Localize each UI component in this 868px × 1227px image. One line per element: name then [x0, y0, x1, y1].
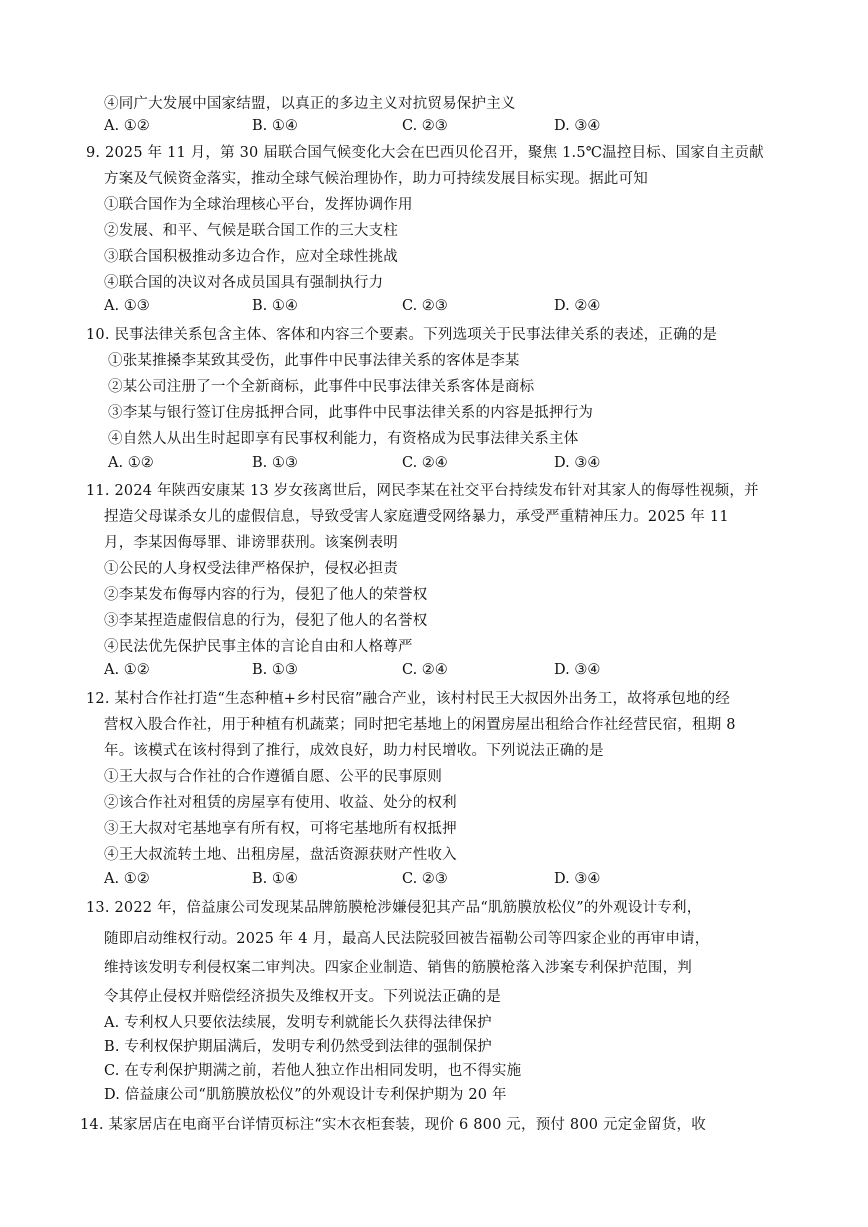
q12-options — [104, 869, 804, 889]
q9-statement-2: ②发展、和平、气候是联合国工作的三大支柱 — [104, 223, 398, 239]
q9-option-d[interactable]: D. ②④ — [554, 298, 601, 314]
q12-stem-line-2: 营权入股合作社，用于种植有机蔬菜；同时把宅基地上的闲置房屋出租给合作社经营民宿，租期 8 — [104, 717, 736, 733]
q11-stem-line-2: 捏造父母谋杀女儿的虚假信息，导致受害人家庭遭受网络暴力，承受严重精神压力。2025 年 11 — [104, 509, 729, 525]
q10-statement-2: ②某公司注册了一个全新商标，此事件中民事法律关系客体是商标 — [108, 379, 535, 395]
q12-statement-2: ②该合作社对租赁的房屋享有使用、收益、处分的权利 — [104, 795, 457, 811]
q14-stem-line-1: 14. 某家居店在电商平台详情页标注“实木衣柜套装，现价 6 800 元，预付 800 元定金留货，收 — [80, 1117, 706, 1133]
q13-stem-line-1: 13. 2022 年，倍益康公司发现某品牌筋膜枪涉嫌侵犯其产品“肌筋膜放松仪”的外观设计专利， — [86, 900, 702, 916]
q13-choice-a[interactable]: A. 专利权人只要依法续展，发明专利就能长久获得法律保护 — [104, 1015, 492, 1031]
q11-option-b[interactable]: B. ①③ — [252, 662, 298, 678]
q8-option-d[interactable]: D. ③④ — [554, 118, 601, 134]
q13-choice-b[interactable]: B. 专利权保护期届满后，发明专利仍然受到法律的强制保护 — [104, 1039, 492, 1055]
q12-statement-1: ①王大叔与合作社的合作遵循自愿、公平的民事原则 — [104, 769, 443, 785]
q9-statement-4: ④联合国的决议对各成员国具有强制执行力 — [104, 275, 384, 291]
q10-option-a[interactable]: A. ①② — [108, 455, 154, 471]
q10-options — [108, 453, 808, 473]
q9-statement-1: ①联合国作为全球治理核心平台，发挥协调作用 — [104, 197, 413, 213]
q9-option-a[interactable]: A. ①③ — [104, 298, 150, 314]
q12-option-d[interactable]: D. ③④ — [554, 871, 601, 887]
q10-statement-4: ④自然人从出生时起即享有民事权利能力，有资格成为民事法律关系主体 — [108, 431, 579, 447]
q10-option-d[interactable]: D. ③④ — [554, 455, 601, 471]
q9-stem-line-1: 9. 2025 年 11 月，第 30 届联合国气候变化大会在巴西贝伦召开，聚焦 1.5℃温控目标、国家自主贡献 — [86, 145, 764, 161]
q8-options — [104, 116, 804, 136]
q9-options — [104, 296, 804, 316]
q11-stem-line-1: 11. 2024 年陕西安康某 13 岁女孩离世后，网民李某在社交平台持续发布针对其家人的侮辱性视频，并 — [86, 483, 759, 499]
q8-option-a[interactable]: A. ①② — [104, 118, 150, 134]
q11-option-d[interactable]: D. ③④ — [554, 662, 601, 678]
q10-stem-line-1: 10. 民事法律关系包含主体、客体和内容三个要素。下列选项关于民事法律关系的表述，正确的是 — [86, 327, 718, 343]
q13-choice-d[interactable]: D. 倍益康公司“肌筋膜放松仪”的外观设计专利保护期为 20 年 — [104, 1087, 507, 1103]
q9-option-c[interactable]: C. ②③ — [402, 298, 448, 314]
q11-option-a[interactable]: A. ①② — [104, 662, 150, 678]
q11-statement-3: ③李某捏造虚假信息的行为，侵犯了他人的名誉权 — [104, 613, 428, 629]
q10-option-b[interactable]: B. ①③ — [252, 455, 298, 471]
q12-statement-3: ③王大叔对宅基地享有所有权，可将宅基地所有权抵押 — [104, 821, 457, 837]
q10-option-c[interactable]: C. ②④ — [402, 455, 448, 471]
q11-statement-2: ②李某发布侮辱内容的行为，侵犯了他人的荣誉权 — [104, 587, 428, 603]
q11-option-c[interactable]: C. ②④ — [402, 662, 448, 678]
q8-statement-4: ④同广大发展中国家结盟，以真正的多边主义对抗贸易保护主义 — [104, 96, 516, 112]
q11-options — [104, 660, 804, 680]
q11-statement-1: ①公民的人身权受法律严格保护，侵权必担责 — [104, 561, 398, 577]
q11-stem-line-3: 月，李某因侮辱罪、诽谤罪获刑。该案例表明 — [104, 535, 398, 551]
q9-option-b[interactable]: B. ①④ — [252, 298, 298, 314]
q8-option-c[interactable]: C. ②③ — [402, 118, 448, 134]
q13-stem-line-4: 令其停止侵权并赔偿经济损失及维权开支。下列说法正确的是 — [104, 989, 501, 1005]
q12-statement-4: ④王大叔流转土地、出租房屋，盘活资源获财产性收入 — [104, 847, 457, 863]
q12-option-c[interactable]: C. ②③ — [402, 871, 448, 887]
q9-stem-line-2: 方案及气候资金落实，推动全球气候治理协作，助力可持续发展目标实现。据此可知 — [104, 171, 648, 187]
q11-statement-4: ④民法优先保护民事主体的言论自由和人格尊严 — [104, 639, 413, 655]
q10-statement-1: ①张某推搡李某致其受伤，此事件中民事法律关系的客体是李某 — [108, 353, 520, 369]
q8-option-b[interactable]: B. ①④ — [252, 118, 298, 134]
q12-stem-line-3: 年。该模式在该村得到了推行，成效良好，助力村民增收。下列说法正确的是 — [104, 743, 604, 759]
q12-option-a[interactable]: A. ①② — [104, 871, 150, 887]
q13-choice-c[interactable]: C. 在专利保护期满之前，若他人独立作出相同发明，也不得实施 — [104, 1063, 522, 1079]
q13-stem-line-3: 维持该发明专利侵权案二审判决。四家企业制造、销售的筋膜枪落入涉案专利保护范围，判 — [104, 960, 692, 976]
q10-statement-3: ③李某与银行签订住房抵押合同，此事件中民事法律关系的内容是抵押行为 — [108, 405, 594, 421]
q13-stem-line-2: 随即启动维权行动。2025 年 4 月，最高人民法院驳回被告福勒公司等四家企业的再审申请， — [104, 931, 710, 947]
q12-stem-line-1: 12. 某村合作社打造“生态种植+乡村民宿”融合产业，该村村民王大叔因外出务工，故将承包地的经 — [86, 691, 731, 707]
q12-option-b[interactable]: B. ①④ — [252, 871, 298, 887]
q9-statement-3: ③联合国积极推动多边合作，应对全球性挑战 — [104, 249, 398, 265]
